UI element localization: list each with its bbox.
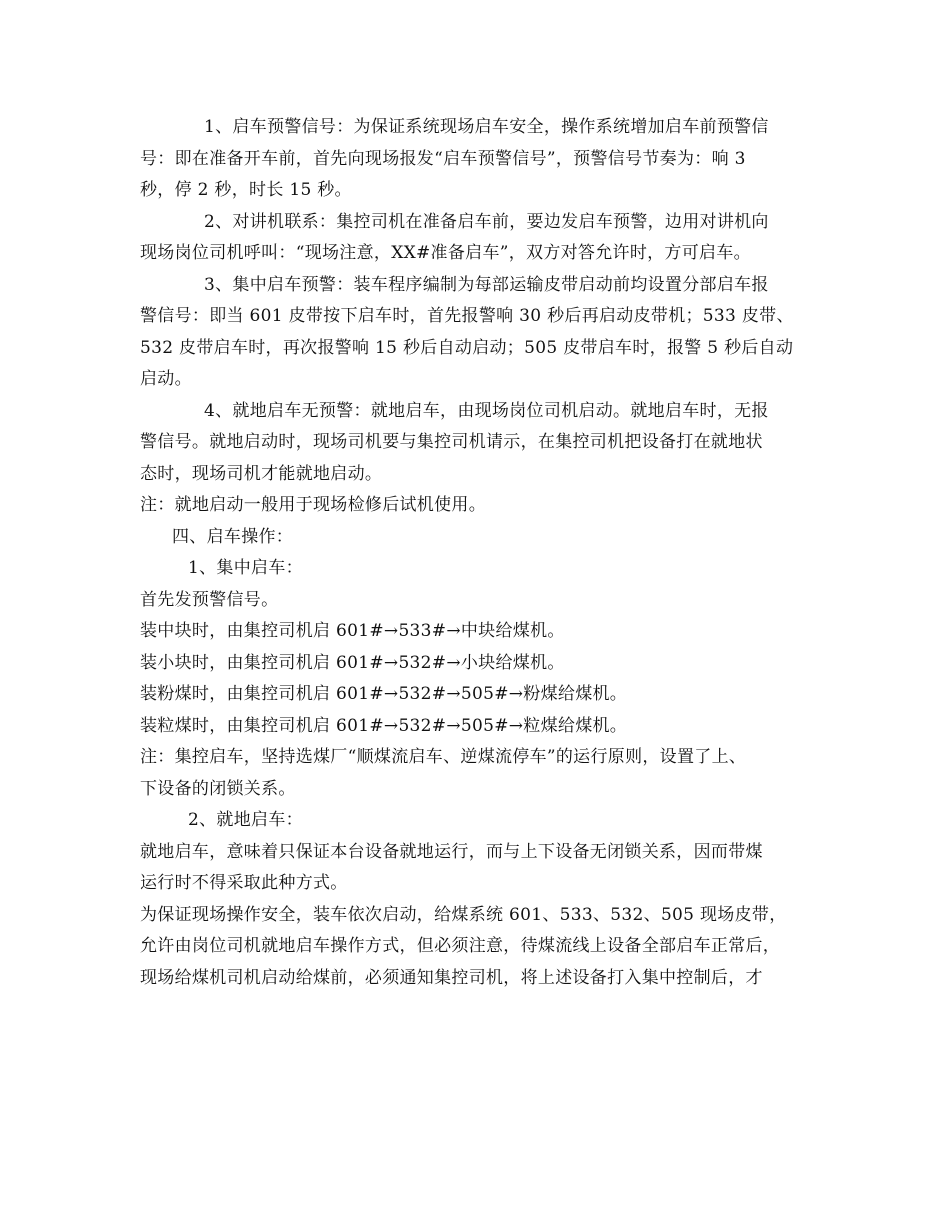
text-line: 4、就地启车无预警：就地启车，由现场岗位司机启动。就地启车时，无报 bbox=[204, 400, 769, 421]
text-line: 现场给煤机司机启动给煤前，必须通知集控司机，将上述设备打入集中控制后，才 bbox=[140, 967, 763, 988]
text-line: 运行时不得采取此种方式。 bbox=[140, 873, 348, 893]
text-line: 1、启车预警信号：为保证系统现场启车安全，操作系统增加启车前预警信 bbox=[204, 117, 769, 137]
text-line: 启动。 bbox=[140, 369, 192, 389]
text-line: 态时，现场司机才能就地启动。 bbox=[140, 463, 383, 484]
text-line: 装中块时，由集控司机启 601#→533#→中块给煤机。 bbox=[140, 621, 565, 641]
text-line: 警信号：即当 601 皮带按下启车时，首先报警响 30 秒后再启动皮带机；533 皮带、 bbox=[140, 306, 794, 326]
text-line: 警信号。就地启动时，现场司机要与集控司机请示，在集控司机把设备打在就地状 bbox=[140, 432, 763, 452]
text-line: 四、启车操作： bbox=[172, 526, 294, 547]
text-line: 秒，停 2 秒，时长 15 秒。 bbox=[140, 180, 352, 200]
text-line: 装粒煤时，由集控司机启 601#→532#→505#→粒煤给煤机。 bbox=[140, 715, 628, 736]
text-line: 装小块时，由集控司机启 601#→532#→小块给煤机。 bbox=[140, 652, 565, 673]
text-line: 2、对讲机联系：集控司机在准备启车前，要边发启车预警，边用对讲机向 bbox=[204, 211, 769, 232]
text-line: 下设备的闭锁关系。 bbox=[140, 778, 296, 799]
text-line: 就地启车，意味着只保证本台设备就地运行，而与上下设备无闭锁关系，因而带煤 bbox=[140, 841, 763, 862]
text-line: 3、集中启车预警：装车程序编制为每部运输皮带启动前均设置分部启车报 bbox=[204, 274, 769, 295]
text-line: 号：即在准备开车前，首先向现场报发“启车预警信号”，预警信号节奏为：响 3 bbox=[140, 148, 746, 169]
text-line: 允许由岗位司机就地启车操作方式，但必须注意，待煤流线上设备全部启车正常后， bbox=[140, 936, 781, 956]
document-body bbox=[140, 112, 820, 994]
text-line: 注：就地启动一般用于现场检修后试机使用。 bbox=[140, 495, 486, 515]
text-line: 注：集控启车，坚持选煤厂“顺煤流启车、逆煤流停车”的运行原则，设置了上、 bbox=[140, 747, 747, 767]
text-line: 首先发预警信号。 bbox=[140, 589, 279, 610]
text-line: 现场岗位司机呼叫：“现场注意，XX#准备启车”，双方对答允许时，方可启车。 bbox=[140, 243, 751, 263]
text-line: 1、集中启车： bbox=[188, 558, 303, 578]
text-line: 532 皮带启车时，再次报警响 15 秒后自动启动；505 皮带启车时，报警 5 秒后自动 bbox=[140, 337, 794, 358]
text-line: 2、就地启车： bbox=[188, 810, 303, 830]
text-line: 装粉煤时，由集控司机启 601#→532#→505#→粉煤给煤机。 bbox=[140, 684, 628, 704]
text-line: 为保证现场操作安全，装车依次启动，给煤系统 601、533、532、505 现场皮带， bbox=[140, 904, 787, 925]
